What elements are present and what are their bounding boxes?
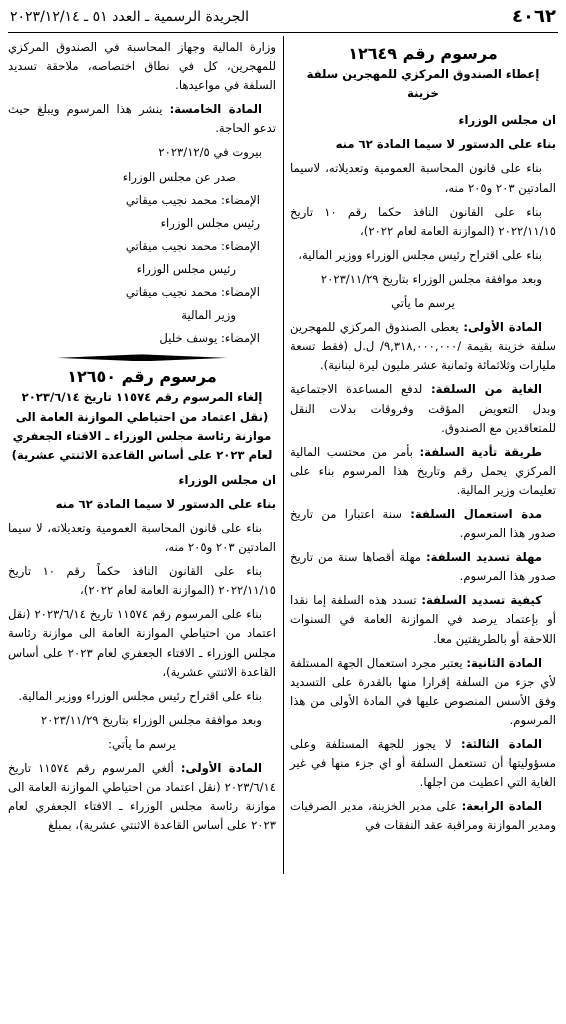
- decree-12649-issuer: ان مجلس الوزراء: [458, 113, 556, 128]
- article-label: مهلة تسديد السلفة:: [425, 550, 542, 565]
- article-label: الغاية من السلفة:: [430, 382, 542, 397]
- decree-12650-recital: بناء على القانون النافذ حكماً رقم ١٠ تاريخ ٢٠٢٢/١١/١٥ (الموازنة العامة لعام ٢٠٢٢)،: [8, 564, 276, 598]
- decree-12649-article-2: [290, 654, 556, 730]
- article-text: بأمر من محتسب المالية المركزي يحمل رقم وتاريخ هذا المرسوم بناء على تعليمات وزير المالية.: [290, 444, 556, 497]
- decree-12650-recital: بناء على اقتراح رئيس مجلس الوزراء ووزير المالية.: [18, 688, 262, 703]
- article-label: طريقة تأدية السلفة:: [419, 444, 542, 459]
- article-label: المادة الثالثة:: [460, 737, 542, 751]
- article-label: المادة الأولى:: [180, 761, 262, 775]
- signature-line: الإمضاء: يوسف خليل: [159, 331, 260, 346]
- right-column: [290, 38, 556, 840]
- decree-12650-title: مرسوم رقم ١٢٦٥٠: [67, 367, 217, 387]
- decree-12649-basis: بناء على الدستور لا سيما المادة ٦٢ منه: [335, 137, 556, 152]
- decree-12649-repayment-deadline: [290, 548, 556, 586]
- article-text: على مدير الخزينة، مدير الصرفيات ومدير الموازنة ومراقبة عقد النفقات في: [290, 799, 556, 833]
- article-text: تسدد هذه السلفة إما نقدا أو بإعتماد يرصد في الموازنة العامة في السنوات اللاحقة أو بالطريقتين معا.: [290, 593, 556, 646]
- decree-12649-title: مرسوم رقم ١٢٦٤٩: [348, 44, 498, 63]
- header-rule: [8, 32, 558, 33]
- signature-line: وزير المالية: [181, 308, 236, 323]
- decree-12649-payment-method: [290, 443, 556, 500]
- article-label: مدة استعمال السلفة:: [410, 506, 543, 521]
- signature-line: رئيس مجلس الوزراء: [160, 215, 260, 230]
- signature-line: الإمضاء: محمد نجيب ميقاتي: [125, 285, 260, 300]
- decree-12649-date: بيروت في ٢٠٢٣/١٢/٥: [158, 145, 262, 160]
- gazette-issue-line: الجريدة الرسمية ـ العدد ٥١ ـ ٢٠٢٣/١٢/١٤: [10, 9, 249, 25]
- page-number: ٤٠٦٢: [512, 6, 556, 27]
- signature-line: صدر عن مجلس الوزراء: [122, 169, 236, 184]
- decree-12649-enactment: يرسم ما يأتي: [391, 296, 455, 311]
- article-text: ألغي المرسوم رقم ١١٥٧٤ تاريخ ٢٠٢٣/٦/١٤ (نقل اعتماد من احتياطي الموازنة العامة الى موازنة رئاسة مجلس الوزراء ـ الافتاء الجعفري لعام ٢٠٢٣ على أساس القاعدة الاثنتي عشرية)، بمبلغ: [8, 761, 276, 833]
- page-header: [8, 6, 558, 32]
- decree-12650-basis: بناء على الدستور لا سيما المادة ٦٢ منه: [55, 496, 276, 511]
- decree-12649-recital: بناء على اقتراح رئيس مجلس الوزراء ووزير المالية،: [298, 247, 542, 262]
- decree-12649-purpose: [290, 380, 556, 437]
- decree-12649-recital: بناء على القانون النافذ حكما رقم ١٠ تاريخ ٢٠٢٢/١١/١٥ (الموازنة العامة لعام ٢٠٢٢)،: [290, 204, 556, 238]
- article-text: سنة اعتبارا من تاريخ صدور هذا المرسوم.: [290, 506, 556, 541]
- article-label: كيفية تسديد السلفة:: [421, 593, 542, 608]
- article-label: المادة الرابعة:: [461, 799, 542, 814]
- decree-12649-article-5: [8, 100, 276, 138]
- decree-12649-article-1: [290, 318, 556, 375]
- article-label: المادة الأولى:: [463, 320, 542, 335]
- decree-12650-article-1: [8, 759, 276, 835]
- decree-12649-recital: بناء على قانون المحاسبة العمومية وتعديلاته، لاسيما المادتين ٢٠٣ و٢٠٥ منه،: [290, 161, 556, 195]
- decree-12649-article-4: [290, 797, 556, 835]
- decree-12649-repayment-method: [290, 591, 556, 648]
- decree-12650-enactment: يرسم ما يأتي:: [108, 736, 176, 751]
- decree-12649-recital: وبعد موافقة مجلس الوزراء بتاريخ ٢٠٢٣/١١/٢٩: [320, 271, 542, 286]
- article-text: يعتبر مجرد استعمال الجهة المستلفة لأي جزء من السلفة إقرارا منها بالقدرة على التسديد وفق الأسس المنصوص عليها في المادة الأولى من هذا المرسوم.: [290, 655, 556, 727]
- decree-12649-usage-period: [290, 505, 556, 543]
- decree-12650-subject: إلغاء المرسوم رقم ١١٥٧٤ تاريخ ٢٠٢٣/٦/١٤ (نقل اعتماد من احتياطي الموازنة العامة الى موازنة رئاسة مجلس الوزراء ـ الافتاء الجعفري لعام ٢٠٢٣ على أساس القاعدة الاثنتي عشرية): [11, 390, 273, 462]
- decree-12650-recital: بناء على قانون المحاسبة العمومية وتعديلاته، لا سيما المادتين ٢٠٣ و٢٠٥ منه،: [8, 520, 276, 555]
- decree-12649-article-3: [290, 735, 556, 792]
- section-separator: [8, 354, 276, 361]
- article-text: يعطى الصندوق المركزي للمهجرين سلفة خزينة بقيمة /٩,٣١٨,٠٠٠,٠٠٠/ ل.ل (فقط تسعة مليارات وثلاثمائة وثمانية عشر مليون ليرة لبنانية).: [290, 320, 556, 373]
- signature-line: رئيس مجلس الوزراء: [136, 261, 236, 276]
- article-label: المادة الثانية:: [466, 655, 542, 670]
- article-text: ينشر هذا المرسوم ويبلغ حيث تدعو الحاجة.: [8, 102, 276, 136]
- decree-12650-issuer: ان مجلس الوزراء: [178, 472, 276, 487]
- signature-line: الإمضاء: محمد نجيب ميقاتي: [125, 238, 260, 253]
- decree-12650-recital: بناء على المرسوم رقم ١١٥٧٤ تاريخ ٢٠٢٣/٦/١٤ (نقل اعتماد من احتياطي الموازنة العامة الى موازنة رئاسة مجلس الوزراء ـ الافتاء الجعفري لعام ٢٠٢٣ على أساس القاعدة الاثنتي عشرية)،: [8, 607, 277, 679]
- signature-line: الإمضاء: محمد نجيب ميقاتي: [125, 192, 260, 207]
- decree-12650-recital: وبعد موافقة مجلس الوزراء بتاريخ ٢٠٢٣/١١/٢٩: [40, 712, 262, 727]
- left-column: [8, 38, 276, 840]
- article-text: لدفع المساعدة الاجتماعية وبدل التعويض المؤقت وفروقات بدلات النقل للمتعاقدين مع الصندوق.: [290, 382, 556, 435]
- article-label: المادة الخامسة:: [169, 102, 262, 117]
- decree-12649-subject: إعطاء الصندوق المركزي للمهجرين سلفة خزينة: [306, 67, 540, 101]
- column-divider: [283, 36, 284, 874]
- article-text: لا يجوز للجهة المستلفة وعلى مسؤوليتها أن تستعمل السلفة أو اي جزء منها في غير الغاية التي اعطيت من اجلها.: [290, 737, 556, 790]
- decree-12649-continuation: وزارة المالية وجهاز المحاسبة في الصندوق المركزي للمهجرين، كل في نطاق اختصاصه، ملاحقة تسديد السلفة في مواعيدها.: [8, 40, 276, 93]
- article-text: مهلة أقصاها سنة من تاريخ صدور هذا المرسوم.: [290, 550, 556, 584]
